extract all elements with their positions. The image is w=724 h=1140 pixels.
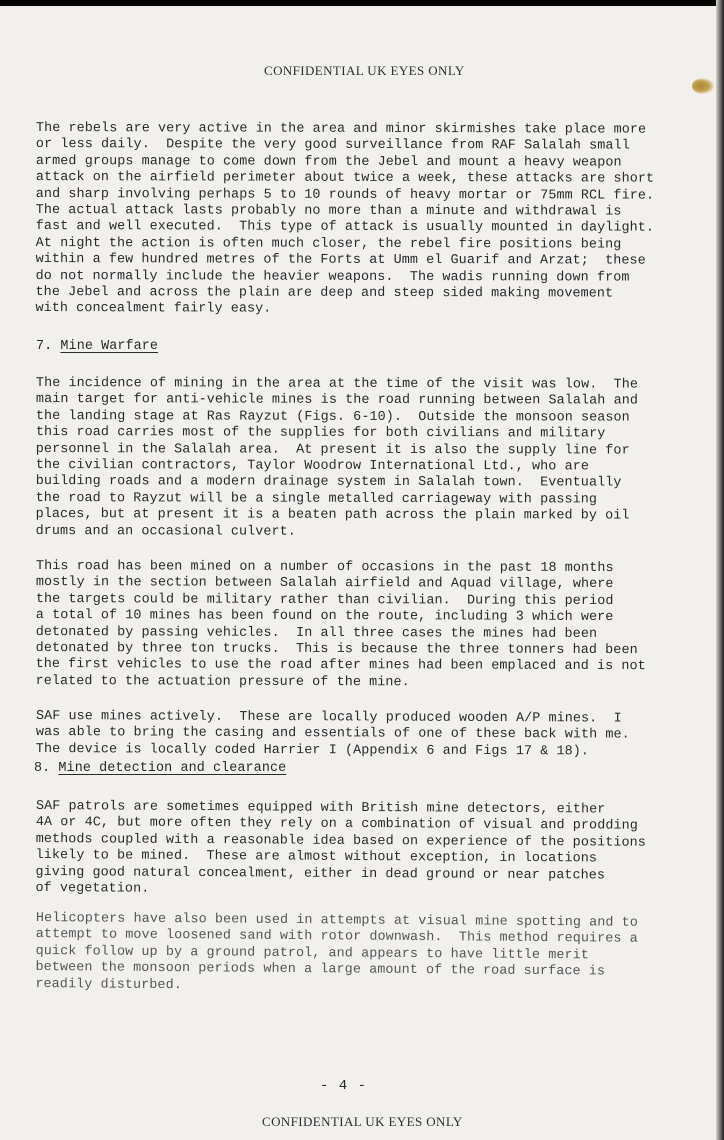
text-line: SAF use mines actively. These are locally produced wooden A/P mines. I bbox=[35, 709, 622, 727]
text-line: likely to be mined. These are almost without exception, in locations bbox=[35, 848, 598, 867]
classification-header: CONFIDENTIAL UK EYES ONLY bbox=[264, 63, 465, 78]
paragraph-saf-patrols bbox=[35, 799, 646, 901]
text-line: drums and an occasional culvert. bbox=[35, 523, 296, 540]
text-line: personnel in the Salalah area. At present it is also the supply line for bbox=[35, 441, 630, 459]
text-line: fast and well executed. This type of attack is usually mounted in daylight. bbox=[35, 219, 655, 237]
text-line: and sharp involving perhaps 5 to 10 rounds of heavy mortar or 75mm RCL fire. bbox=[35, 186, 655, 204]
section-number: 7. bbox=[36, 339, 61, 354]
text-line: mostly in the section between Salalah airfield and Aquad village, where bbox=[35, 575, 614, 593]
text-line: The device is locally coded Harrier I (Appendix 6 and Figs 17 & 18). bbox=[35, 741, 590, 760]
page-number: - 4 - bbox=[320, 1078, 368, 1094]
text-line: a total of 10 mines has been found on the route, including 3 which were bbox=[35, 608, 614, 626]
text-line: readily disturbed. bbox=[35, 976, 182, 993]
text-line: building roads and a modern drainage system in Salalah town. Eventually bbox=[35, 474, 622, 491]
text-line: SAF patrols are sometimes equipped with British mine detectors, either bbox=[35, 799, 606, 818]
section-title: Mine Warfare bbox=[60, 339, 159, 354]
section-heading-mine-warfare bbox=[36, 339, 158, 355]
text-line: 4A or 4C, but more often they rely on a combination of visual and prodding bbox=[35, 815, 638, 835]
paper-stain bbox=[692, 78, 714, 94]
text-line: the road to Rayzut will be a single metalled carriageway with passing bbox=[35, 490, 598, 508]
text-line: related to the actuation pressure of the mine. bbox=[35, 673, 410, 691]
text-line: was able to bring the casing and essentials of one of these back with me. bbox=[35, 725, 630, 743]
text-line: giving good natural concealment, either in dead ground or near patches bbox=[35, 864, 606, 884]
paragraph-saf-mines bbox=[36, 709, 630, 761]
paragraph-helicopters bbox=[35, 911, 638, 998]
text-line: attempt to move loosened sand with rotor downwash. This method requires a bbox=[35, 927, 638, 948]
text-line: The rebels are very active in the area and minor skirmishes take place more bbox=[35, 121, 647, 138]
scan-right-edge bbox=[716, 0, 724, 1140]
text-line: At night the action is often much closer, the rebel fire positions being bbox=[35, 235, 622, 253]
text-line: do not normally include the heavier weapons. The wadis running down from bbox=[35, 268, 630, 286]
section-title: Mine detection and clearance bbox=[58, 761, 287, 776]
text-line: detonated by passing vehicles. In all three cases the mines had been bbox=[35, 624, 598, 642]
text-line: of vegetation. bbox=[35, 881, 150, 897]
text-line: the landing stage at Ras Rayzut (Figs. 6-10). Outside the monsoon season bbox=[35, 408, 630, 426]
text-line: detonated by three ton trucks. This is because the three tonners had been bbox=[35, 641, 638, 659]
section-number: 8. bbox=[34, 761, 59, 776]
text-line: the first vehicles to use the road after mines had been emplaced and is not bbox=[35, 657, 646, 675]
text-line: The incidence of mining in the area at the time of the visit was low. The bbox=[35, 376, 639, 393]
text-line: this road carries most of the supplies for both civilians and military bbox=[35, 425, 606, 442]
text-line: with concealment fairly easy. bbox=[35, 301, 272, 318]
text-line: the targets could be military rather than civilian. During this period bbox=[35, 591, 614, 609]
document-page bbox=[0, 6, 716, 1140]
text-line: within a few hundred metres of the Forts at Umm el Guarif and Arzat; these bbox=[35, 252, 646, 269]
text-line: the civilian contractors, Taylor Woodrow International Ltd., who are bbox=[35, 458, 590, 475]
text-line: between the monsoon periods when a large amount of the road surface is bbox=[35, 960, 606, 980]
text-line: Helicopters have also been used in attempts at visual mine spotting and to bbox=[35, 911, 639, 931]
text-line: attack on the airfield perimeter about twice a week, these attacks are short bbox=[35, 170, 655, 187]
section-heading-mine-detection bbox=[34, 761, 286, 777]
paragraph-road-mined bbox=[36, 559, 647, 692]
text-line: the Jebel and across the plain are deep and steep sided making movement bbox=[35, 285, 614, 302]
text-line: main target for anti-vehicle mines is the road running between Salalah and bbox=[35, 392, 639, 409]
text-line: quick follow up by a ground patrol, and appears to have little merit bbox=[35, 943, 589, 964]
paragraph-rebels bbox=[35, 121, 654, 319]
text-line: armed groups manage to come down from the Jebel and mount a heavy weapon bbox=[35, 153, 622, 171]
text-line: or less daily. Despite the very good surveillance from RAF Salalah small bbox=[35, 137, 630, 154]
text-line: methods coupled with a reasonable idea based on experience of the positions bbox=[35, 831, 646, 851]
text-line: places, but at present it is a beaten path across the plain marked by oil bbox=[35, 507, 630, 524]
classification-footer: CONFIDENTIAL UK EYES ONLY bbox=[262, 1114, 463, 1129]
paragraph-mining-incidence bbox=[36, 376, 638, 542]
text-line: This road has been mined on a number of occasions in the past 18 months bbox=[35, 559, 614, 577]
text-line: The actual attack lasts probably no more than a minute and withdrawal is bbox=[35, 203, 622, 220]
